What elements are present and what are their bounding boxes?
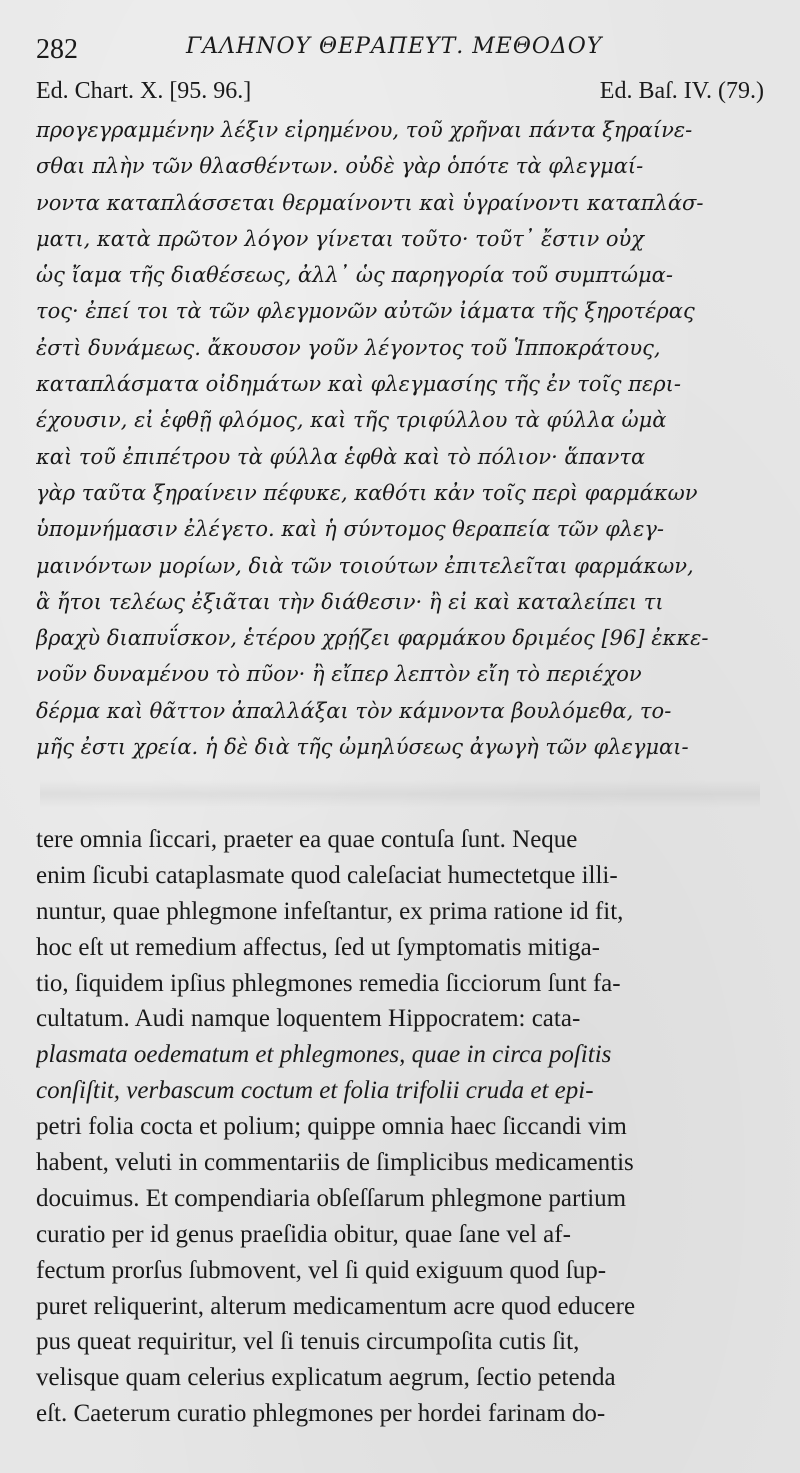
latin-text-line: enim ſicubi cataplasmate quod caleſaciat humectetque illi-	[36, 861, 618, 889]
greek-text-line: ὡς ἴαμα τῆς διαθέσεως, ἀλλ᾽ ὡς παρηγορία τοῦ συμπτώμα-	[36, 263, 673, 288]
latin-text-line: puret reliquerint, alterum medicamentum acre quod educere	[36, 1292, 636, 1320]
greek-text-line: ματι, κατὰ πρῶτον λόγον γίνεται τοῦτο· τοῦτ᾽ ἔστιν οὐχ	[36, 226, 645, 251]
greek-text-line: έχουσιν, εἰ ἑφθῇ φλόμος, καὶ τῆς τριφύλλου τὰ φύλλα ὠμὰ	[36, 408, 667, 433]
latin-text-line: curatio per id genus praeſidia obitur, quae ſane vel af-	[36, 1220, 571, 1248]
latin-text-line: docuimus. Et compendiaria obſeſſarum phlegmone partium	[36, 1184, 627, 1212]
greek-text-line: ὑπομνήμασιν ἐλέγετο. καὶ ἡ σύντομος θεραπεία τῶν φλεγ-	[36, 517, 665, 542]
latin-text-line: petri folia cocta et polium; quippe omnia haec ſiccandi vim	[36, 1113, 627, 1141]
greek-text-line: προγεγραμμένην λέξιν εἰρημένου, τοῦ χρῆναι πάντα ξηραίνε-	[36, 118, 693, 142]
greek-text-line: μῆς ἐστι χρεία. ἡ δὲ διὰ τῆς ὠμηλύσεως ἀγωγὴ τῶν φλεγμαι-	[36, 735, 689, 760]
latin-text-line: velisque quam celerius explicatum aegrum, ſectio petenda	[36, 1364, 616, 1392]
greek-text-line: ἐστὶ δυνάμεως. ἄκουσον γοῦν λέγοντος τοῦ Ἱπποκράτους,	[36, 335, 661, 360]
running-title: ΓΑΛΗΝΟΥ ΘΕΡΑΠΕΥΤ. ΜΕΘΟΔΟΥ	[186, 34, 603, 59]
greek-text-block	[36, 112, 764, 765]
running-head	[36, 28, 764, 68]
latin-text-line: nuntur, quae phlegmone infeſtantur, ex prima ratione id fit,	[36, 897, 624, 925]
latin-text-line: tio, ſiquidem ipſius phlegmones remedia ſicciorum ſunt fa-	[36, 969, 621, 997]
latin-text-line: pus queat requiritur, vel ſi tenuis circumpoſita cutis ſit,	[36, 1328, 580, 1356]
latin-text-line: habent, veluti in commentariis de ſimplicibus medicamentis	[36, 1149, 634, 1177]
greek-text-line: καταπλάσματα οἰδημάτων καὶ φλεγμασίης τῆς ἐν τοῖς περι-	[36, 372, 681, 397]
greek-text-line: βραχὺ διαπυΐσκον, ἑτέρου χρῄζει φαρμάκου δριμέος [96] ἐκκε-	[36, 626, 709, 651]
latin-text-line: plasmata oedematum et phlegmones, quae in circa poſitis	[36, 1041, 612, 1069]
greek-text-line: ἃ ἤτοι τελέως ἐξιᾶται τὴν διάθεσιν· ἢ εἰ καὶ καταλείπει τι	[36, 589, 664, 614]
greek-text-line: γὰρ ταῦτα ξηραίνειν πέφυκε, καθότι κἀν τοῖς περὶ φαρμάκων	[36, 480, 698, 505]
greek-text-line: δέρμα καὶ θᾶττον ἀπαλλάξαι τὸν κάμνοντα βουλόμεθα, το-	[36, 698, 672, 723]
greek-text-line: νοντα καταπλάσσεται θερμαίνοντι καὶ ὑγραίνοντι καταπλάσ-	[36, 190, 704, 215]
greek-text-line: σθαι πλὴν τῶν θλασθέντων. οὐδὲ γὰρ ὁπότε τὰ φλεγμαί-	[36, 154, 644, 179]
latin-text-block	[36, 822, 764, 1432]
latin-text-line: conſiſtit, verbascum coctum et folia trifolii cruda et epi-	[36, 1077, 594, 1105]
latin-text-line: fectum prorſus ſubmovent, vel ſi quid exiguum quod ſup-	[36, 1256, 607, 1284]
latin-text-line: cultatum. Audi namque loquentem Hippocratem: cata-	[36, 1005, 581, 1033]
edition-basel-reference: Ed. Baſ. IV. (79.)	[599, 78, 764, 104]
greek-text-line: καὶ τοῦ ἐπιπέτρου τὰ φύλλα ἑφθὰ καὶ τὸ πόλιον· ἅπαντα	[36, 444, 646, 469]
greek-text-line: τος· ἐπεί τοι τὰ τῶν φλεγμονῶν αὐτῶν ἰάματα τῆς ξηροτέρας	[36, 299, 695, 324]
latin-text-line: eſt. Caeterum curatio phlegmones per hordei farinam do-	[36, 1400, 606, 1428]
edition-chartier-reference: Ed. Chart. X. [95. 96.]	[36, 78, 252, 104]
page-number: 282	[36, 34, 78, 65]
greek-text-line: μαινόντων μορίων, διὰ τῶν τοιούτων ἐπιτελεῖται φαρμάκων,	[36, 553, 694, 578]
edition-reference-line	[36, 78, 764, 108]
bleed-through-strip	[40, 780, 760, 808]
greek-text-line: νοῦν δυναμένου τὸ πῦον· ἢ εἴπερ λεπτὸν εἴη τὸ περιέχον	[36, 662, 642, 687]
latin-text-line: hoc eſt ut remedium affectus, ſed ut ſymptomatis mitiga-	[36, 933, 600, 961]
latin-text-line: tere omnia ſiccari, praeter ea quae contuſa ſunt. Neque	[36, 826, 578, 853]
